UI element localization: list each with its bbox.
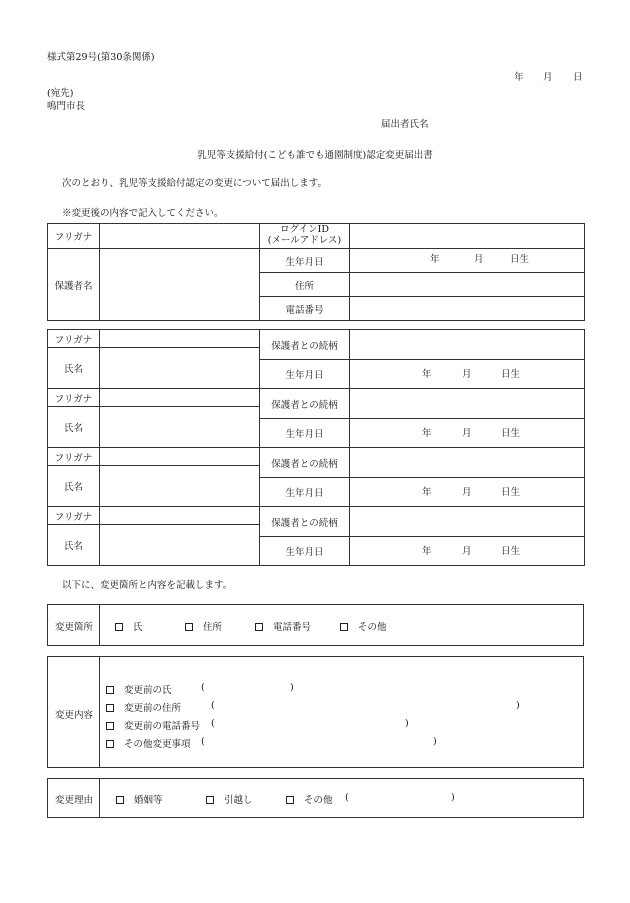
checkbox-icon[interactable] xyxy=(185,623,193,631)
checkbox-icon[interactable] xyxy=(340,623,348,631)
checkbox-icon[interactable] xyxy=(206,796,214,804)
change-content-item-prev-phone[interactable]: 変更前の電話番号 xyxy=(106,718,200,732)
child-furigana-field[interactable] xyxy=(100,507,260,525)
date-month-label: 月 xyxy=(543,72,553,83)
checkbox-icon[interactable] xyxy=(106,686,114,694)
addressee: 鳴門市長 xyxy=(47,101,86,112)
change-location-option-phone[interactable]: 電話番号 xyxy=(255,619,311,633)
checkbox-icon[interactable] xyxy=(115,623,123,631)
child-name-field[interactable] xyxy=(100,525,260,566)
child-furigana-label: フリガナ xyxy=(48,507,100,525)
child-furigana-field[interactable] xyxy=(100,448,260,466)
change-content-box: 変更内容 変更前の氏 ( ) 変更前の住所 ( ) 変更前の電話番号 ( ) その他変更事項 ( ) xyxy=(47,656,584,768)
child-birthdate-label: 生年月日 xyxy=(260,419,350,448)
date-year-label: 年 xyxy=(514,72,524,83)
change-reason-option-marriage[interactable]: 婚姻等 xyxy=(116,792,163,806)
checkbox-icon[interactable] xyxy=(116,796,124,804)
guardian-name-label: 保護者名 xyxy=(48,249,100,321)
login-id-field[interactable] xyxy=(350,224,585,249)
child-name-field[interactable] xyxy=(100,348,260,389)
guardian-address-label: 住所 xyxy=(260,273,350,297)
child-relation-field[interactable] xyxy=(350,507,585,537)
child-relation-label: 保護者との続柄 xyxy=(260,507,350,537)
form-number: 様式第29号(第30条関係) xyxy=(47,52,155,63)
child-relation-field[interactable] xyxy=(350,330,585,360)
child-name-label: 氏名 xyxy=(48,348,100,389)
guardian-table xyxy=(47,223,585,321)
children-table xyxy=(47,329,585,566)
guardian-name-field[interactable] xyxy=(100,249,260,321)
child-birthdate-label: 生年月日 xyxy=(260,478,350,507)
change-reason-label: 変更理由 xyxy=(55,795,94,806)
child-furigana-label: フリガナ xyxy=(48,448,100,466)
guardian-furigana-field[interactable] xyxy=(100,224,260,249)
change-content-item-prev-address[interactable]: 変更前の住所 xyxy=(106,700,181,714)
change-reason-box: 変更理由 婚姻等 引越し その他 ( ) xyxy=(47,778,584,818)
change-content-label: 変更内容 xyxy=(55,710,94,721)
child-birthdate-field[interactable]: 年 月 日生 xyxy=(350,478,585,507)
child-birthdate-label: 生年月日 xyxy=(260,537,350,566)
document-title: 乳児等支援給付(こども誰でも通園制度)認定変更届出書 xyxy=(197,150,433,161)
note-text: ※変更後の内容で記入してください。 xyxy=(62,208,224,219)
guardian-furigana-label: フリガナ xyxy=(48,224,100,249)
change-reason-option-other[interactable]: その他 xyxy=(286,792,333,806)
child-furigana-field[interactable] xyxy=(100,389,260,407)
addressee-prefix: (宛先) xyxy=(47,88,74,99)
child-birthdate-label: 生年月日 xyxy=(260,360,350,389)
child-furigana-label: フリガナ xyxy=(48,389,100,407)
date-day-label: 日 xyxy=(573,72,583,83)
guardian-phone-field[interactable] xyxy=(350,297,585,321)
below-text: 以下に、変更箇所と内容を記載します。 xyxy=(62,580,233,591)
child-name-label: 氏名 xyxy=(48,466,100,507)
child-name-label: 氏名 xyxy=(48,525,100,566)
applicant-name-label: 届出者氏名 xyxy=(381,119,429,130)
change-location-label: 変更箇所 xyxy=(55,622,94,633)
child-relation-field[interactable] xyxy=(350,448,585,478)
checkbox-icon[interactable] xyxy=(106,704,114,712)
child-furigana-label: フリガナ xyxy=(48,330,100,348)
guardian-birthdate-label: 生年月日 xyxy=(260,249,350,273)
change-reason-option-moving[interactable]: 引越し xyxy=(206,792,253,806)
change-content-item-prev-name[interactable]: 変更前の氏 xyxy=(106,682,172,696)
guardian-address-field[interactable] xyxy=(350,273,585,297)
child-birthdate-field[interactable]: 年 月 日生 xyxy=(350,419,585,448)
intro-text: 次のとおり、乳児等支援給付認定の変更について届出します。 xyxy=(62,178,328,189)
change-location-box xyxy=(47,604,584,646)
child-name-label: 氏名 xyxy=(48,407,100,448)
change-content-item-other[interactable]: その他変更事項 xyxy=(106,736,191,750)
checkbox-icon[interactable] xyxy=(286,796,294,804)
child-relation-field[interactable] xyxy=(350,389,585,419)
child-birthdate-field[interactable]: 年 月 日生 xyxy=(350,537,585,566)
checkbox-icon[interactable] xyxy=(106,740,114,748)
child-relation-label: 保護者との続柄 xyxy=(260,330,350,360)
child-relation-label: 保護者との続柄 xyxy=(260,448,350,478)
change-location-option-name[interactable]: 氏 xyxy=(115,619,143,633)
login-id-label: ログインID (メールアドレス) xyxy=(260,224,350,249)
guardian-phone-label: 電話番号 xyxy=(260,297,350,321)
checkbox-icon[interactable] xyxy=(106,722,114,730)
child-relation-label: 保護者との続柄 xyxy=(260,389,350,419)
guardian-birthdate-field[interactable]: 年 月 日生 xyxy=(350,249,585,273)
child-furigana-field[interactable] xyxy=(100,330,260,348)
change-location-option-address[interactable]: 住所 xyxy=(185,619,222,633)
checkbox-icon[interactable] xyxy=(255,623,263,631)
child-birthdate-field[interactable]: 年 月 日生 xyxy=(350,360,585,389)
change-location-option-other[interactable]: その他 xyxy=(340,619,387,633)
child-name-field[interactable] xyxy=(100,466,260,507)
child-name-field[interactable] xyxy=(100,407,260,448)
